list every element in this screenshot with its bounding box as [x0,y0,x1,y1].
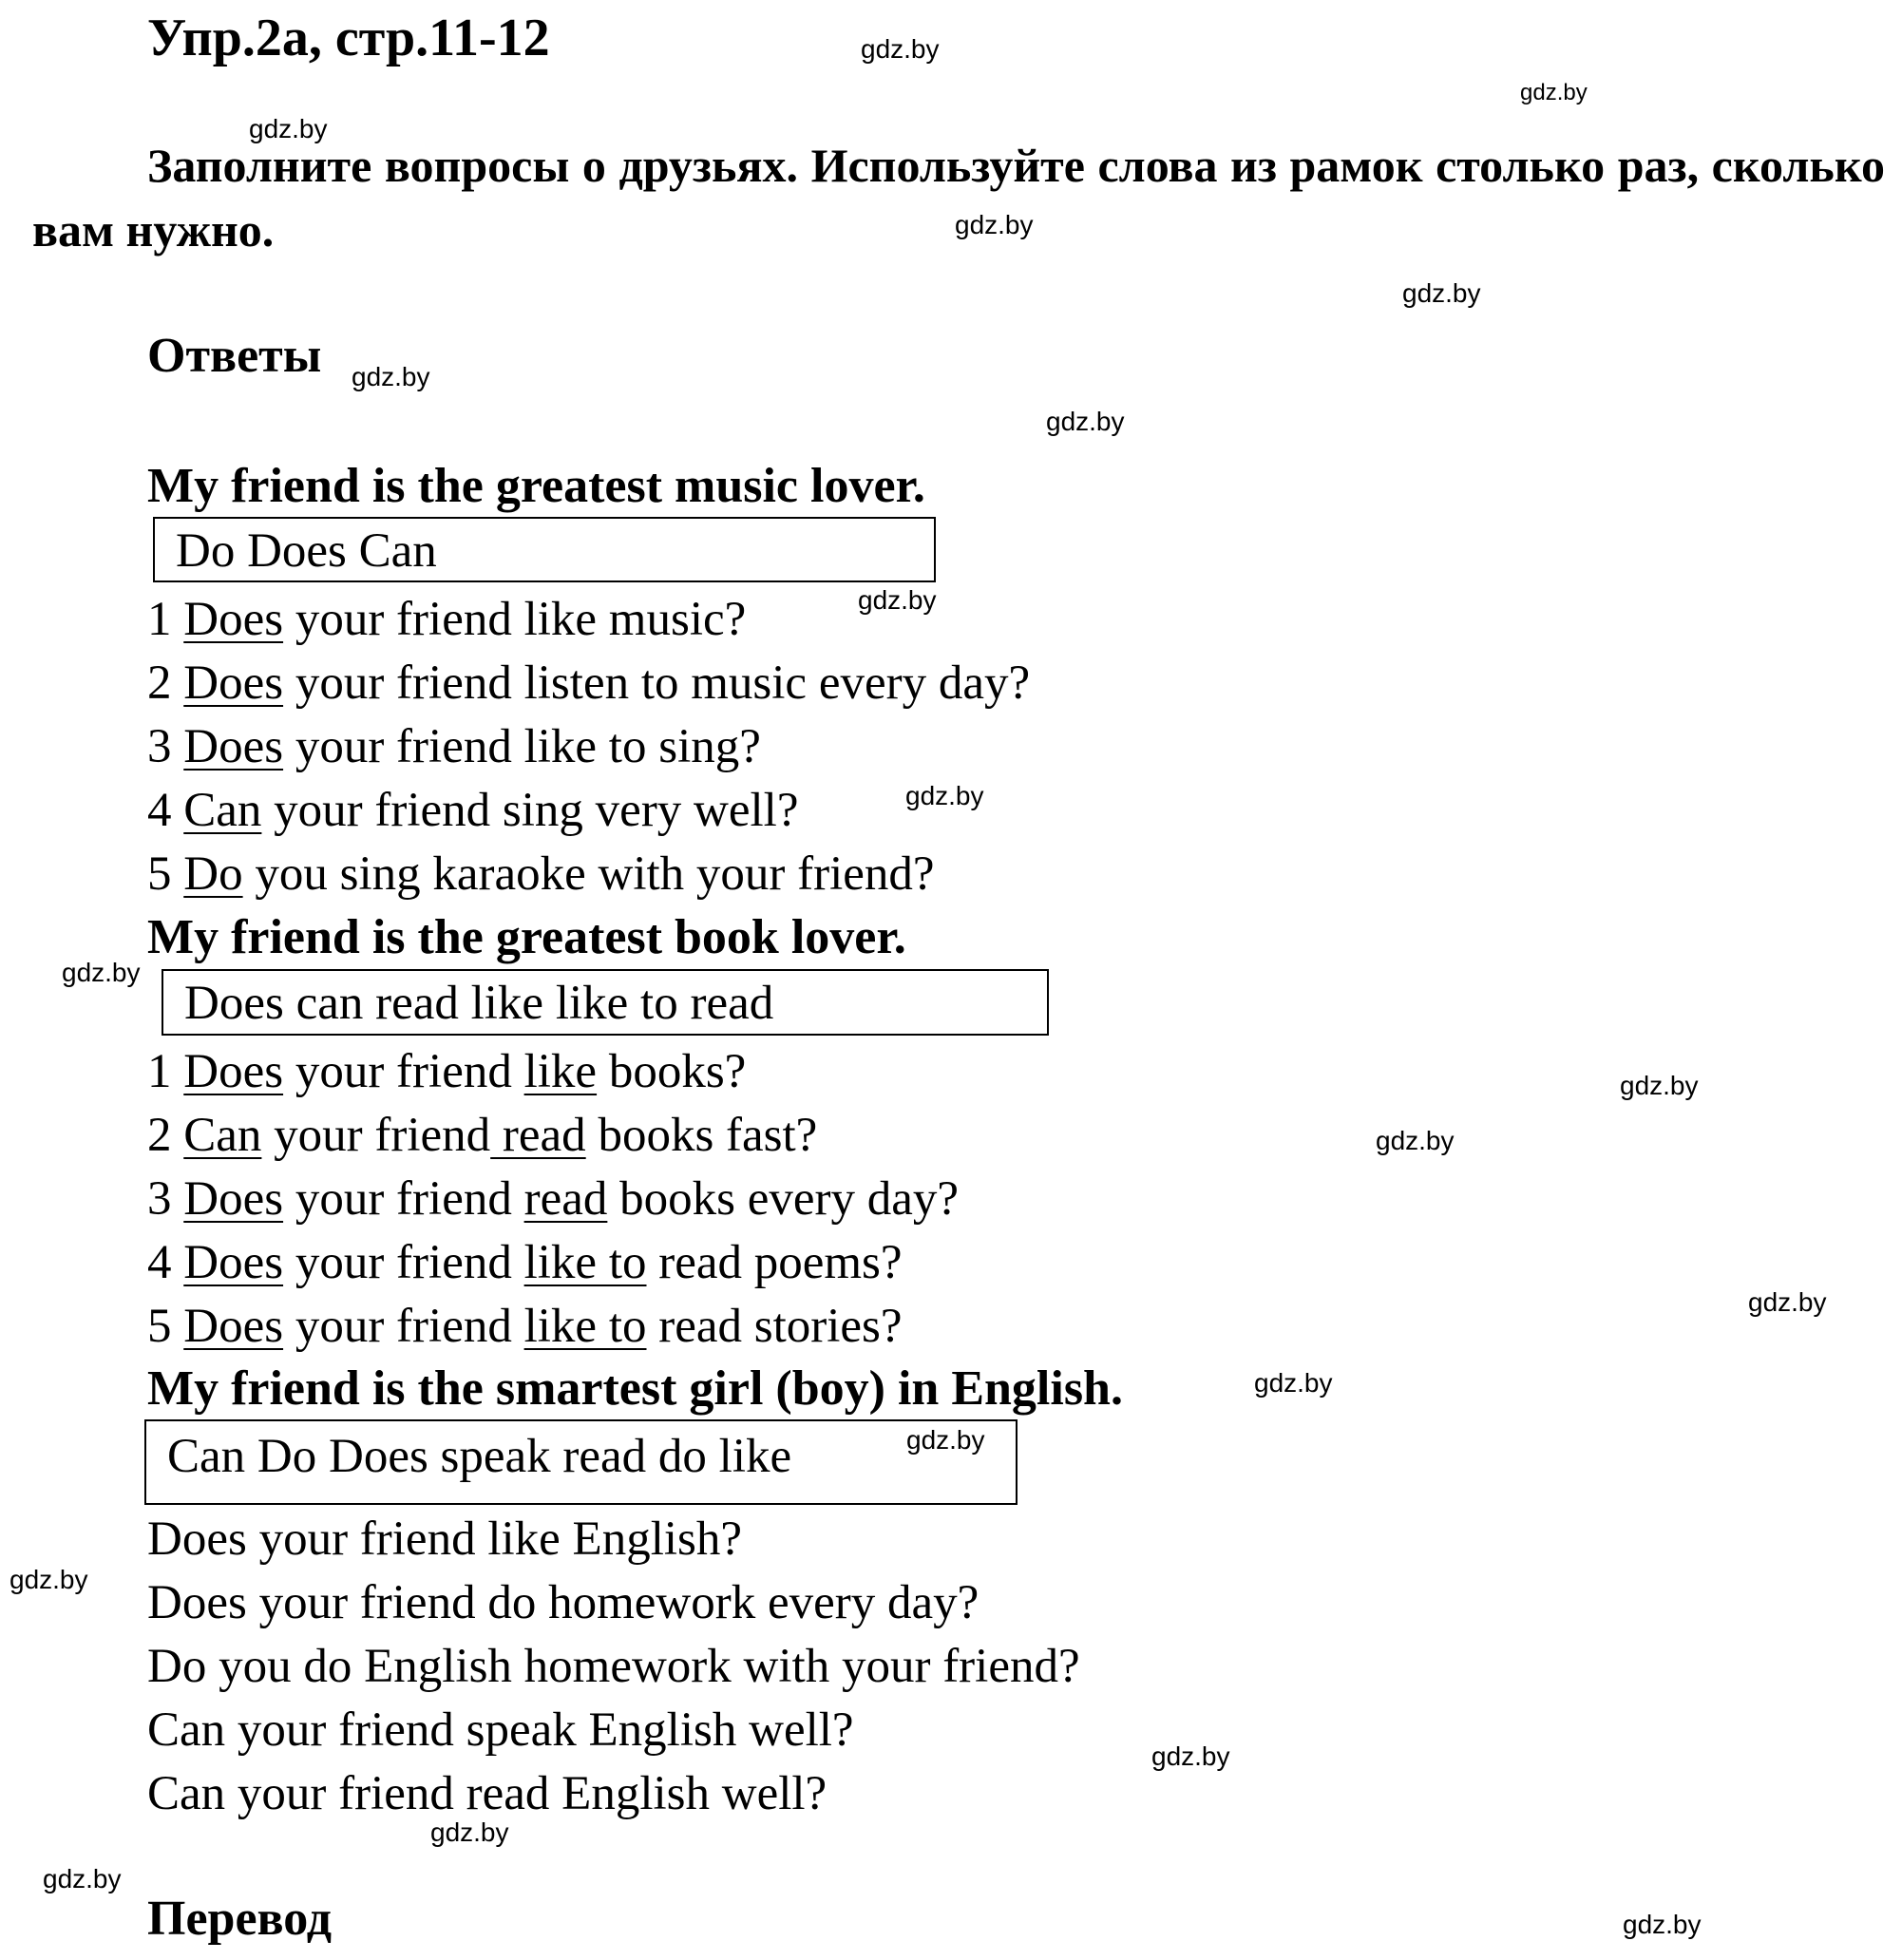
question-line: 2 Does your friend listen to music every day? [147,657,1031,710]
page-title: Упр.2а, стр.11-12 [147,9,550,67]
watermark: gdz.by [955,210,1034,239]
word-box [162,969,1049,1036]
watermark: gdz.by [1151,1741,1230,1771]
answer-word: Does [183,720,284,773]
watermark: gdz.by [62,958,141,987]
question-line: 4 Can your friend sing very well? [147,784,799,837]
word-box [153,517,936,582]
question-line: Does your friend do homework every day? [147,1576,980,1629]
watermark: gdz.by [43,1864,122,1893]
question-line: 3 Does your friend like to sing? [147,720,761,773]
task-text: Заполните вопросы о друзьях. Используйте слова из рамок столько раз, сколько вам нужно. [32,139,1885,257]
answers-heading: Ответы [147,329,322,383]
answer-word: like [523,1045,598,1098]
answer-word: Can [183,784,262,837]
answer-word: Do [183,847,243,901]
watermark: gdz.by [861,34,940,64]
answer-word: Does [183,657,284,710]
watermark: gdz.by [1046,407,1125,436]
word-box-text: Can Do Does speak read do like [167,1430,792,1483]
question-line: Do you do English homework with your friend? [147,1640,1080,1693]
watermark: gdz.by [858,585,937,615]
answer-word: Does [183,1300,284,1353]
question-line: 1 Does your friend like books? [147,1045,747,1098]
word-box-text: Do Does Can [176,524,437,578]
section-title: My friend is the greatest music lover. [147,459,925,513]
question-line: 5 Does your friend like to read stories? [147,1300,903,1353]
answer-word: Does [183,593,284,646]
word-box-text: Does can read like like to read [184,977,774,1030]
question-line: Can your friend read English well? [147,1767,827,1820]
translation-heading: Перевод [147,1892,333,1946]
word-box [144,1419,1018,1505]
watermark: gdz.by [905,781,984,810]
answer-word: like to [523,1300,647,1353]
watermark: gdz.by [1748,1287,1827,1317]
question-line: 5 Do you sing karaoke with your friend? [147,847,935,901]
question-line: 3 Does your friend read books every day? [147,1172,959,1226]
watermark: gdz.by [1254,1368,1333,1398]
answer-word: read [523,1172,608,1226]
question-line: 2 Can your friend read books fast? [147,1109,818,1162]
watermark: gdz.by [352,362,430,391]
watermark: gdz.by [1620,1071,1699,1100]
watermark: gdz.by [1376,1126,1455,1155]
section-title: My friend is the greatest book lover. [147,910,906,964]
watermark: gdz.by [906,1425,985,1455]
answer-word: like to [523,1236,647,1289]
question-line: 4 Does your friend like to read poems? [147,1236,903,1289]
watermark: gdz.by [430,1817,509,1847]
watermark: gdz.by [1623,1910,1702,1939]
answer-word: read [490,1109,586,1162]
answer-word: Does [183,1236,284,1289]
answer-word: Can [183,1109,262,1162]
question-line: 1 Does your friend like music? [147,593,747,646]
watermark: gdz.by [10,1565,88,1594]
watermark: gdz.by [1520,80,1588,105]
answer-word: Does [183,1045,284,1098]
answer-word: Does [183,1172,284,1226]
question-line: Does your friend like English? [147,1513,743,1566]
watermark: gdz.by [249,114,328,143]
section-title: My friend is the smartest girl (boy) in English. [147,1361,1123,1416]
question-line: Can your friend speak English well? [147,1703,854,1757]
watermark: gdz.by [1402,278,1481,308]
